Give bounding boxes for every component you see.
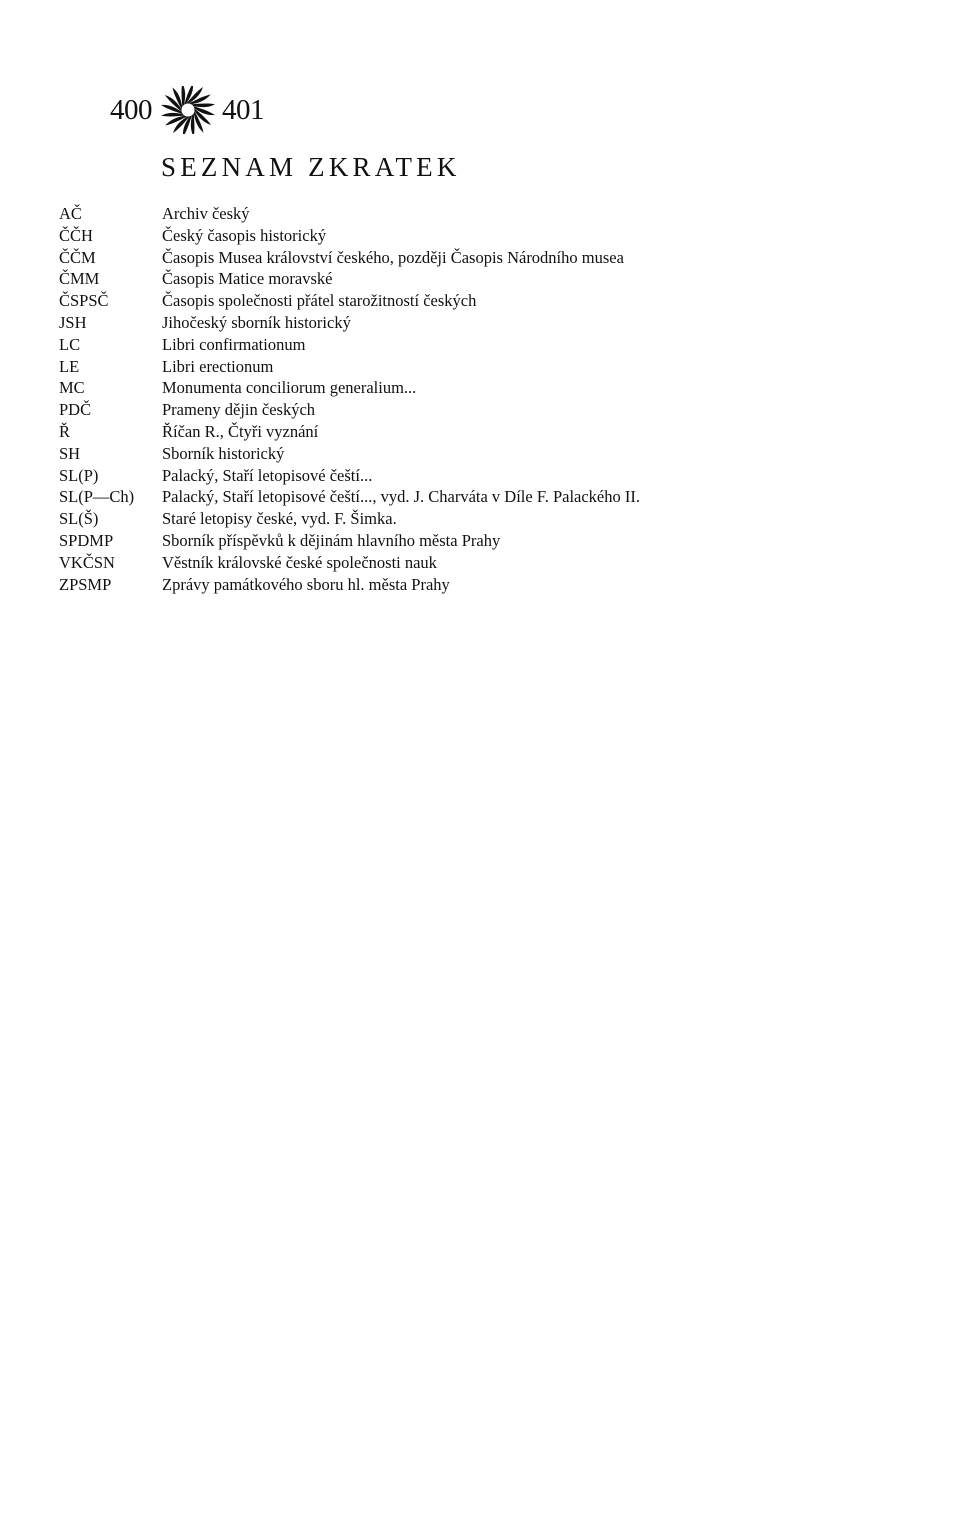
abbreviation: LE (59, 356, 80, 376)
abbreviation: ČMM (59, 269, 100, 289)
list-item (59, 574, 779, 596)
abbreviation-meaning: Libri confirmationum (162, 334, 306, 354)
abbreviation-meaning: Český časopis historický (162, 225, 327, 245)
swirl-rosette-icon (160, 86, 216, 134)
list-item (59, 268, 779, 290)
list-item (59, 356, 779, 378)
list-item (59, 530, 779, 552)
abbreviation: SH (59, 443, 81, 463)
abbreviation: JSH (59, 312, 87, 332)
abbreviation: SL(P) (59, 465, 99, 485)
abbreviation-meaning: Jihočeský sborník historický (162, 312, 351, 332)
list-item (59, 465, 779, 487)
abbreviation-meaning: Sborník historický (162, 443, 285, 463)
page-header (110, 86, 264, 134)
list-item (59, 399, 779, 421)
abbreviation: ZPSMP (59, 574, 112, 594)
abbreviation-meaning: Časopis společnosti přátel starožitností českých (162, 291, 477, 311)
list-item (59, 290, 779, 312)
abbreviation-meaning: Zprávy památkového sboru hl. města Prahy (162, 574, 450, 594)
abbreviation: PDČ (59, 400, 92, 420)
abbreviation: VKČSN (59, 552, 115, 572)
list-item (59, 334, 779, 356)
abbreviation-meaning: Říčan R., Čtyři vyznání (162, 421, 319, 441)
right-page-number: 401 (222, 93, 264, 126)
list-item (59, 203, 779, 225)
abbreviation: SL(Š) (59, 509, 99, 529)
abbreviation: SL(P—Ch) (59, 487, 135, 507)
list-item (59, 508, 779, 530)
list-item (59, 443, 779, 465)
list-item (59, 552, 779, 574)
abbreviation-meaning: Časopis Matice moravské (162, 269, 333, 289)
abbreviation: SPDMP (59, 530, 114, 550)
abbreviation-list (59, 203, 779, 595)
left-page-number: 400 (110, 93, 152, 126)
abbreviation: Ř (59, 421, 71, 441)
abbreviation: ČČM (59, 247, 96, 267)
abbreviation: LC (59, 334, 81, 354)
abbreviation-meaning: Palacký, Staří letopisové čeští... (162, 465, 373, 485)
abbreviation-meaning: Věstník královské české společnosti nauk (162, 552, 437, 572)
list-item (59, 421, 779, 443)
abbreviation-meaning: Časopis Musea království českého, později Časopis Národního musea (162, 247, 624, 267)
abbreviation: ČSPSČ (59, 291, 109, 311)
abbreviation-meaning: Prameny dějin českých (162, 400, 316, 420)
abbreviation-meaning: Monumenta conciliorum generalium... (162, 378, 417, 398)
list-item (59, 312, 779, 334)
abbreviation: AČ (59, 204, 82, 223)
page-title: SEZNAM ZKRATEK (161, 152, 461, 182)
list-item (59, 377, 779, 399)
abbreviation-meaning: Archiv český (162, 204, 250, 223)
abbreviation-meaning: Libri erectionum (162, 356, 274, 376)
abbreviation: MC (59, 378, 85, 398)
abbreviation: ČČH (59, 225, 93, 245)
abbreviation-meaning: Palacký, Staří letopisové čeští..., vyd. J. Charváta v Díle F. Palackého II. (162, 487, 640, 507)
abbreviation-meaning: Sborník příspěvků k dějinám hlavního města Prahy (162, 530, 501, 550)
list-item (59, 225, 779, 247)
abbreviation-meaning: Staré letopisy české, vyd. F. Šimka. (162, 509, 397, 529)
list-item (59, 247, 779, 269)
list-item (59, 486, 779, 508)
